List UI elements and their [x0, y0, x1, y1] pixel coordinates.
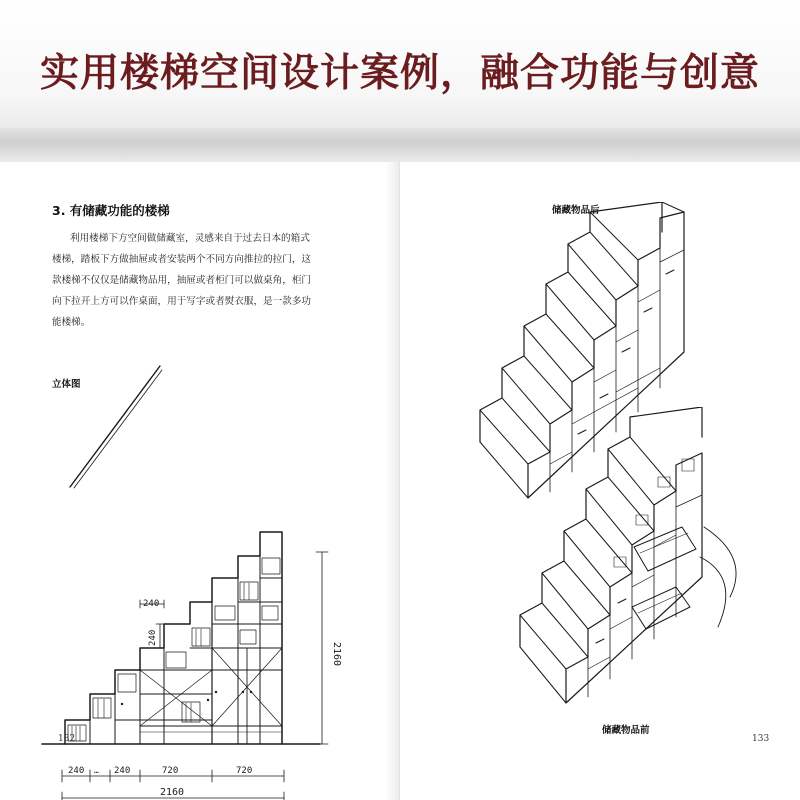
- banner-shadow: [0, 128, 800, 162]
- dim-bottom-3: 720: [162, 766, 179, 776]
- banner-title: 实用楼梯空间设计案例，融合功能与创意: [39, 51, 760, 96]
- dim-bottom-1: 240: [68, 766, 85, 776]
- dim-bottom-2: 240: [114, 766, 131, 776]
- dim-total-height: 2160: [331, 642, 342, 667]
- staircase-isometric-before: [400, 407, 800, 737]
- page-number-right: 133: [752, 734, 770, 744]
- figure-label-before-storage: 储藏物品前: [602, 725, 650, 736]
- dim-step-width: 240: [143, 599, 160, 609]
- paragraph-line: 楼梯，踏板下方做抽屉或者安装两个不同方向推拉的拉门，这: [52, 254, 312, 265]
- dim-step-height: 240: [148, 629, 158, 646]
- paragraph-line: 能楼梯。: [52, 317, 91, 328]
- section-heading: 3. 有储藏功能的楼梯: [52, 203, 170, 218]
- figure-label-elevation: 立体图: [52, 379, 81, 390]
- right-page: [400, 162, 800, 800]
- staircase-elevation-drawing: [0, 352, 400, 800]
- figure-label-after-storage: 储藏物品后: [552, 205, 600, 216]
- page-number-left: 132: [58, 734, 76, 744]
- paragraph-line: 向下拉开上方可以作桌面，用于写字或者熨衣服，是一款多功: [52, 296, 312, 307]
- banner: [0, 0, 800, 160]
- left-page: [0, 162, 400, 800]
- dim-bottom-4: 720: [236, 766, 253, 776]
- dim-bottom-dots: …: [94, 766, 99, 775]
- paragraph-line: 款楼梯不仅仅是储藏物品用，抽屉或者柜门可以做桌角，柜门: [52, 275, 312, 286]
- dim-bottom-total: 2160: [160, 787, 185, 798]
- paragraph-line: 利用楼梯下方空间做储藏室，灵感来自于过去日本的箱式: [70, 233, 310, 244]
- body-paragraph: [52, 228, 352, 333]
